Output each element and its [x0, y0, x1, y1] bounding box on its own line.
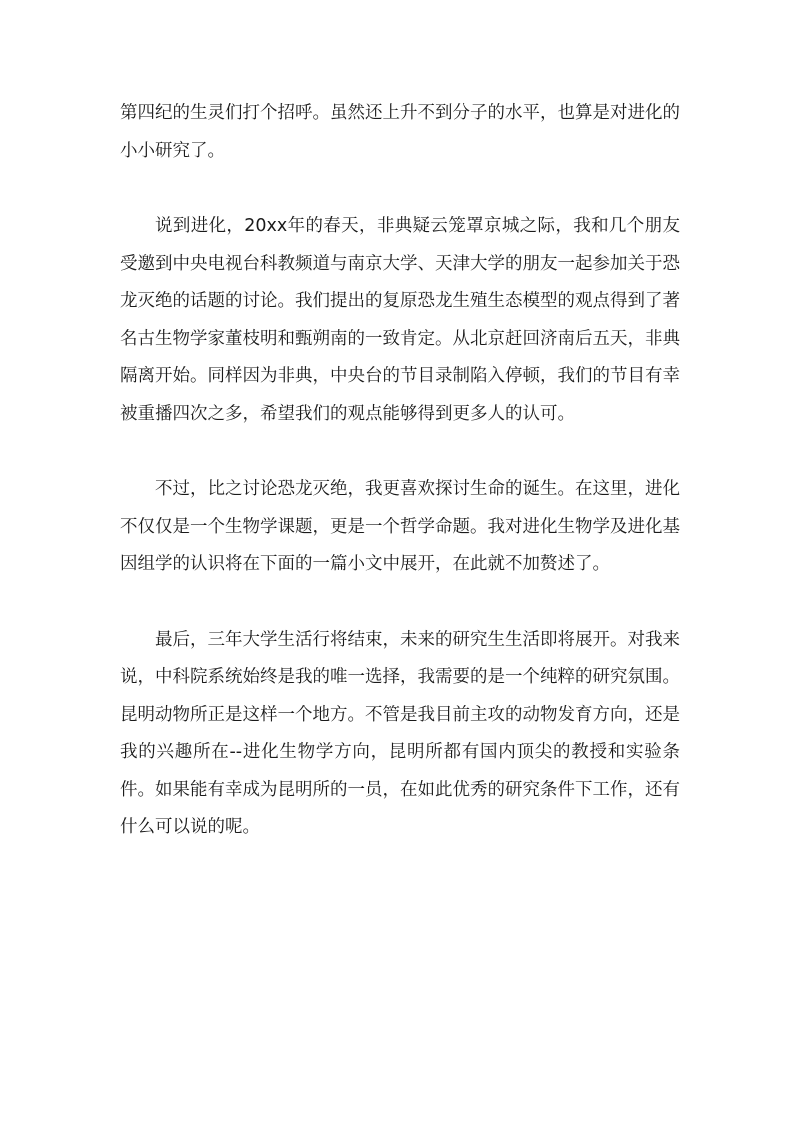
paragraph-conclusion: 最后，三年大学生活行将结束，未来的研究生生活即将展开。对我来说，中科院系统始终是我的唯一选择，我需要的是一个纯粹的研究氛围。昆明动物所正是这样一个地方。不管是我目前主攻的动物发育方向，还是我的兴趣所在--进化生物学方向，昆明所都有国内顶尖的教授和实验条件。如果能有幸成为昆明所的一员，在如此优秀的研究条件下工作，还有什么可以说的呢。: [120, 629, 680, 837]
paragraph-evolution-discussion: 说到进化，20xx年的春天，非典疑云笼罩京城之际，我和几个朋友受邀到中央电视台科教频道与南京大学、天津大学的朋友一起参加关于恐龙灭绝的话题的讨论。我们提出的复原恐龙生殖生态模型的观点得到了著名古生物学家董枝明和甄朔南的一致肯定。从北京赶回济南后五天，非典隔离开始。同样因为非典，中央台的节目录制陷入停顿，我们的节目有幸被重播四次之多，希望我们的观点能够得到更多人的认可。: [120, 216, 680, 424]
paragraph-continuation: 第四纪的生灵们打个招呼。虽然还上升不到分子的水平，也算是对进化的小小研究了。: [120, 103, 680, 161]
paragraph-origin-of-life: 不过，比之讨论恐龙灭绝，我更喜欢探讨生命的诞生。在这里，进化不仅仅是一个生物学课题，更是一个哲学命题。我对进化生物学及进化基因组学的认识将在下面的一篇小文中展开，在此就不加赘述了。: [120, 479, 680, 574]
document-body: [120, 95, 680, 847]
